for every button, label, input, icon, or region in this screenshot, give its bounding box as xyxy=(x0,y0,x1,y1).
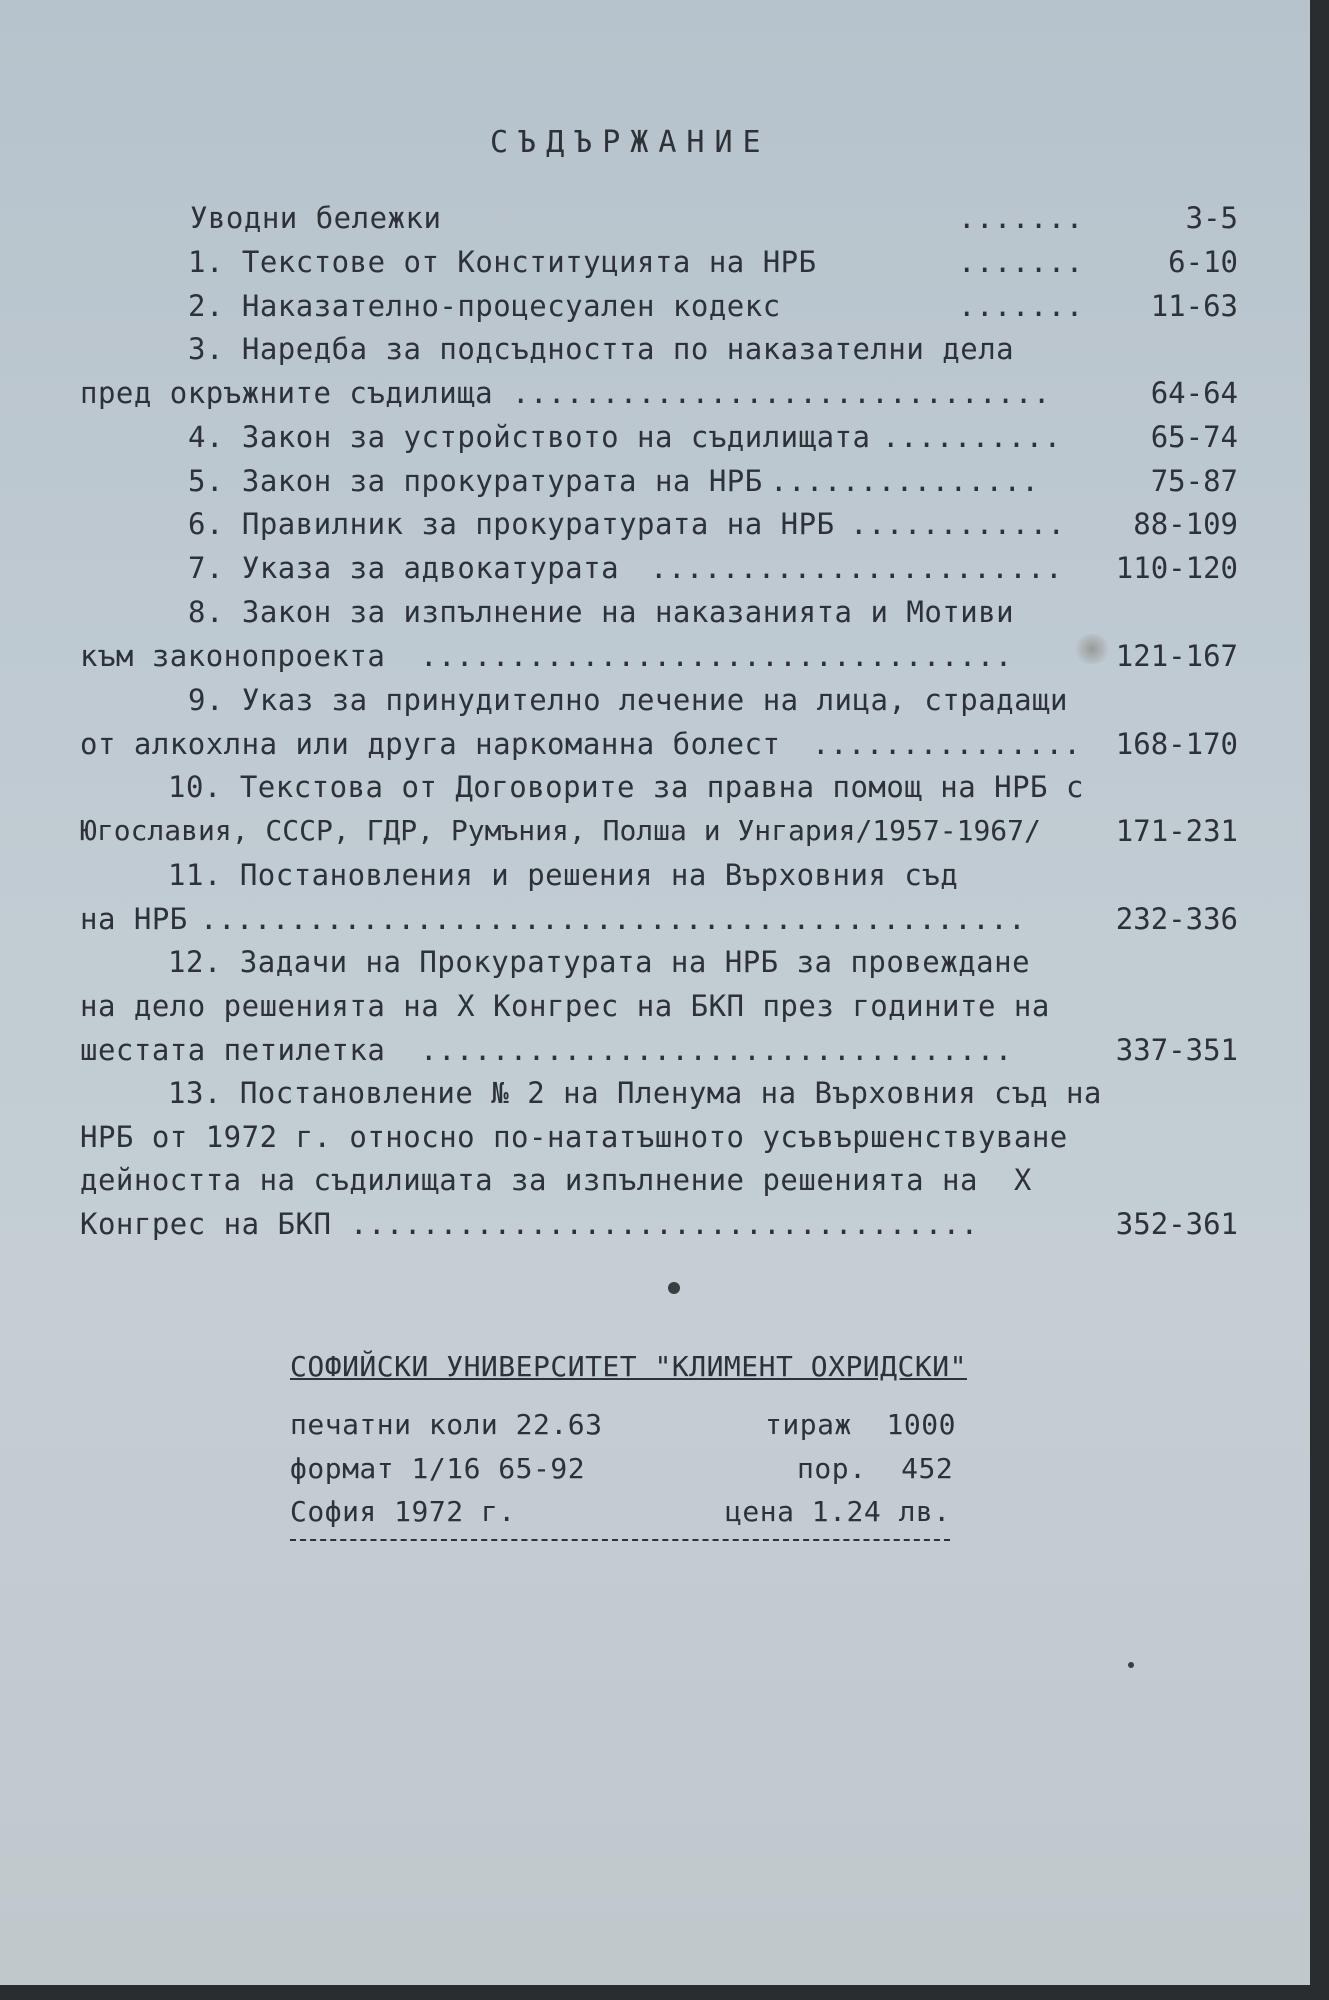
toc-page-range: 121-167 xyxy=(1115,639,1238,673)
toc-entry-text: 11. Постановления и решения на Върховния съд xyxy=(168,858,959,892)
toc-entry-text: 1. Текстове от Конституцията на НРБ xyxy=(188,245,817,279)
toc-leader: ................................... xyxy=(350,1207,979,1241)
toc-entry-text: 4. Закон за устройството на съдилищата xyxy=(188,420,871,454)
toc-entry-text: 6. Правилник за прокуратурата на НРБ xyxy=(188,507,835,541)
toc-leader: .............................. xyxy=(512,376,1051,410)
toc-entry-text: 10. Текстова от Договорите за правна помощ на НРБ с xyxy=(168,770,1084,804)
toc-page-range: 88-109 xyxy=(1133,507,1238,541)
page-title: СЪДЪРЖАНИЕ xyxy=(490,125,771,160)
paper-stain xyxy=(1072,634,1112,664)
imprint-place-year: София 1972 г. xyxy=(290,1495,516,1528)
toc-leader: ............ xyxy=(850,507,1066,541)
toc-entry-text: 9. Указ за принудително лечение на лица, страдащи xyxy=(188,683,1069,717)
toc-entry-text: Уводни бележки xyxy=(190,201,442,235)
toc-entry-text: на НРБ xyxy=(80,902,188,936)
toc-leader: ................................. xyxy=(420,639,1013,673)
toc-leader: ................................. xyxy=(420,1033,1013,1067)
imprint-order-number: пор. 452 xyxy=(797,1452,954,1485)
toc-page-range: 337-351 xyxy=(1115,1033,1238,1067)
toc-leader: ....................... xyxy=(650,551,1064,585)
imprint-divider xyxy=(290,1539,950,1541)
toc-entry-text: 7. Указа за адвокатурата xyxy=(188,551,620,585)
toc-page-range: 75-87 xyxy=(1150,464,1238,498)
imprint-print-run: тираж 1000 xyxy=(765,1408,956,1441)
toc-entry-text: 13. Постановление № 2 на Пленума на Върховния съд на xyxy=(168,1076,1102,1110)
toc-page-range: 64-64 xyxy=(1150,376,1238,410)
toc-page-range: 65-74 xyxy=(1150,420,1238,454)
toc-page-range: 232-336 xyxy=(1115,902,1238,936)
toc-leader: .............................................. xyxy=(200,902,1027,936)
toc-entry-text: 3. Наредба за подсъдността по наказателни дела xyxy=(188,332,1015,366)
toc-page-range: 171-231 xyxy=(1115,814,1238,848)
toc-page-range: 3-5 xyxy=(1185,201,1238,235)
toc-entry-text: Конгрес на БКП xyxy=(80,1207,332,1241)
toc-leader: ....... xyxy=(958,201,1084,235)
toc-leader: .......... xyxy=(882,420,1062,454)
toc-entry-text: 8. Закон за изпълнение на наказанията и Мотиви xyxy=(188,595,1015,629)
toc-entry-text: шестата петилетка xyxy=(80,1033,386,1067)
toc-leader: ............... xyxy=(770,464,1040,498)
toc-leader: ....... xyxy=(958,289,1084,323)
toc-page-range: 352-361 xyxy=(1115,1207,1238,1241)
imprint-print-sheets: печатни коли 22.63 xyxy=(290,1408,603,1441)
toc-entry-text: 5. Закон за прокуратурата на НРБ xyxy=(188,464,763,498)
imprint-format: формат 1/16 65-92 xyxy=(290,1452,586,1485)
toc-leader: ............... xyxy=(812,727,1082,761)
ink-speck xyxy=(1128,1662,1134,1668)
toc-entry-text: 12. Задачи на Прокуратурата на НРБ за провеждане xyxy=(168,945,1031,979)
toc-entry-text: 2. Наказателно-процесуален кодекс xyxy=(188,289,781,323)
toc-page-range: 11-63 xyxy=(1150,289,1238,323)
ink-speck xyxy=(668,1282,680,1294)
toc-leader: ....... xyxy=(958,245,1084,279)
toc-entry-text: Югославия, СССР, ГДР, Румъния, Полша и Унгария/1957-1967/ xyxy=(80,814,1041,847)
toc-page-range: 6-10 xyxy=(1168,245,1238,279)
toc-entry-text: НРБ от 1972 г. относно по-нататъшното усъвършенствуване xyxy=(80,1120,1068,1154)
imprint-price: цена 1.24 лв. xyxy=(725,1495,951,1528)
toc-entry-text: към законопроекта xyxy=(80,639,386,673)
toc-entry-text: пред окръжните съдилища xyxy=(80,376,494,410)
toc-page-range: 110-120 xyxy=(1115,551,1238,585)
toc-entry-text: на дело решенията на Х Конгрес на БКП през годините на xyxy=(80,989,1050,1023)
toc-entry-text: дейността на съдилищата за изпълнение решенията на Х xyxy=(80,1163,1032,1197)
toc-entry-text: от алкохлна или друга наркоманна болест xyxy=(80,727,781,761)
toc-page-range: 168-170 xyxy=(1115,727,1238,761)
publisher-name: СОФИЙСКИ УНИВЕРСИТЕТ "КЛИМЕНТ ОХРИДСКИ" xyxy=(290,1350,967,1383)
